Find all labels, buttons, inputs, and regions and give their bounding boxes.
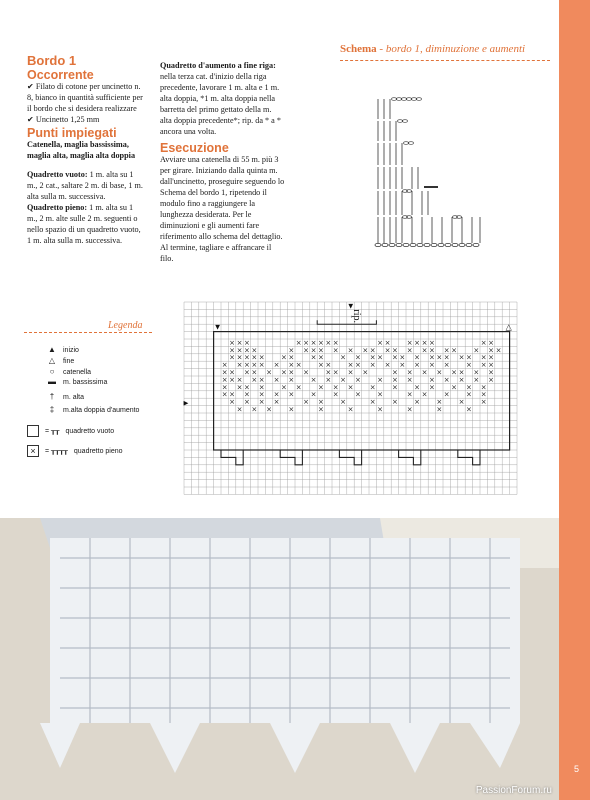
filled-cell: ×: [458, 368, 465, 377]
filled-cell: ×: [406, 375, 413, 384]
filled-cell: ×: [288, 375, 295, 384]
stitch-icon: †: [49, 392, 55, 401]
esecuzione-heading: Esecuzione: [160, 141, 229, 155]
filled-cell: ×: [399, 361, 406, 370]
filled-cell: ×: [414, 338, 421, 347]
filled-cell: ×: [243, 368, 250, 377]
filled-cell: ×: [243, 353, 250, 362]
filled-cell: ×: [406, 338, 413, 347]
filled-cell: ×: [303, 368, 310, 377]
filled-cell: ×: [251, 405, 258, 414]
filled-cell: ×: [488, 375, 495, 384]
filled-cell: ×: [229, 375, 236, 384]
filled-cell: ×: [229, 368, 236, 377]
filled-cell: ×: [332, 390, 339, 399]
filled-cell: ×: [273, 361, 280, 370]
filled-cell: ×: [251, 353, 258, 362]
filled-cell: ×: [340, 398, 347, 407]
filled-cell: ×: [480, 383, 487, 392]
filled-cell: ×: [266, 368, 273, 377]
filled-cell: ×: [258, 398, 265, 407]
legend-bassissima: ▬ m. bassissima: [41, 377, 107, 386]
filled-cell: ×: [473, 375, 480, 384]
filled-cell: ×: [332, 368, 339, 377]
filled-cell: ×: [221, 375, 228, 384]
filled-cell: ×: [480, 353, 487, 362]
filled-cell: ×: [288, 405, 295, 414]
filled-cell: ×: [458, 398, 465, 407]
filled-cell: ×: [317, 353, 324, 362]
filled-cell: ×: [221, 368, 228, 377]
filled-cell: ×: [421, 390, 428, 399]
filled-cell: ×: [251, 361, 258, 370]
lace-photo-illustration: [0, 518, 559, 800]
filled-cell: ×: [243, 338, 250, 347]
filled-cell: ×: [377, 405, 384, 414]
filled-cell: ×: [347, 383, 354, 392]
filled-cell: ×: [229, 398, 236, 407]
filled-cell: ×: [377, 390, 384, 399]
filled-cell: ×: [436, 353, 443, 362]
filled-cell: ×: [488, 346, 495, 355]
filled-cell: ×: [236, 375, 243, 384]
filled-cell: ×: [347, 405, 354, 414]
filled-cell: ×: [428, 383, 435, 392]
filled-cell: ×: [243, 346, 250, 355]
row-arrow-icon: ►: [182, 398, 190, 408]
filled-cell: ×: [243, 398, 250, 407]
filled-cell: ×: [273, 398, 280, 407]
filled-cell: ×: [465, 383, 472, 392]
filled-cell: ×: [229, 346, 236, 355]
filled-cell: ×: [288, 390, 295, 399]
filled-cell: ×: [443, 361, 450, 370]
filled-cell: ×: [317, 361, 324, 370]
filled-cell: ×: [288, 368, 295, 377]
filled-cell: ×: [414, 361, 421, 370]
filled-cell: ×: [495, 346, 502, 355]
filled-cell: ×: [295, 383, 302, 392]
filled-cell: ×: [303, 398, 310, 407]
filled-cell: ×: [458, 375, 465, 384]
filled-cell: ×: [317, 346, 324, 355]
filled-cell: ×: [347, 346, 354, 355]
filled-cell: ×: [258, 390, 265, 399]
filled-cell: ×: [229, 338, 236, 347]
filled-cell: ×: [236, 405, 243, 414]
legend-divider: [24, 332, 152, 333]
detail-diagram: [372, 95, 492, 255]
filled-cell: ×: [391, 383, 398, 392]
filled-cell: ×: [325, 375, 332, 384]
occorrente-item-2: ✔ Uncinetto 1,25 mm: [27, 115, 100, 124]
filled-cell: ×: [421, 346, 428, 355]
filled-cell: ×: [258, 383, 265, 392]
legend-alta: † m. alta: [41, 392, 84, 401]
filled-cell: ×: [414, 353, 421, 362]
watermark: PassionForum.ru: [475, 785, 552, 796]
filled-cell: ×: [280, 353, 287, 362]
filled-cell: ×: [354, 390, 361, 399]
legend-pieno: × = ┰┰┰┰ quadretto pieno: [27, 445, 123, 457]
filled-cell: ×: [266, 405, 273, 414]
filled-cell: ×: [310, 353, 317, 362]
legend-vuoto: = ┰┰ quadretto vuoto: [27, 425, 114, 437]
filled-cell: ×: [443, 375, 450, 384]
filled-cell: ×: [451, 346, 458, 355]
repeat-label: rip.: [351, 309, 363, 324]
filled-cell: ×: [488, 361, 495, 370]
filled-cell: ×: [421, 368, 428, 377]
filled-cell: ×: [288, 361, 295, 370]
filled-cell: ×: [258, 353, 265, 362]
filled-cell: ×: [480, 398, 487, 407]
filled-cell: ×: [473, 346, 480, 355]
instructions-column: [160, 60, 285, 264]
filled-cell: ×: [391, 353, 398, 362]
side-color-bar: [559, 0, 590, 800]
schema-divider: [340, 60, 550, 61]
double-stitch-icon: ‡: [49, 405, 55, 414]
filet-grid-chart: [180, 298, 525, 498]
filled-cell: ×: [236, 383, 243, 392]
filled-cell: ×: [488, 368, 495, 377]
filled-cell: ×: [362, 346, 369, 355]
filled-cell: ×: [384, 361, 391, 370]
filled-cell: ×: [273, 390, 280, 399]
filled-cell: ×: [236, 346, 243, 355]
filled-cell: ×: [236, 361, 243, 370]
filled-cell: ×: [325, 338, 332, 347]
end-marker-icon: △: [505, 322, 512, 332]
filled-cell: ×: [258, 361, 265, 370]
filled-cell: ×: [465, 390, 472, 399]
esecuzione-end-text: Al termine, tagliare e affrancare il filo.: [160, 243, 272, 263]
chain-icon: ○: [49, 367, 55, 376]
quadretto-vuoto-text: Quadretto vuoto: 1 m. alta su 1 m., 2 cat., saltare 2 m. di base, 1 m. alta sulla m. successiva.: [27, 170, 143, 201]
filled-cell: ×: [458, 353, 465, 362]
filled-cell: ×: [436, 405, 443, 414]
filled-cell: ×: [428, 361, 435, 370]
filled-cell: ×: [406, 405, 413, 414]
filled-cell: ×: [488, 338, 495, 347]
filled-cell: ×: [310, 375, 317, 384]
filled-cell: ×: [391, 368, 398, 377]
filled-cell: ×: [451, 383, 458, 392]
filled-cell: ×: [354, 353, 361, 362]
filled-cell: ×: [303, 346, 310, 355]
filled-cell: ×: [428, 338, 435, 347]
filled-cell: ×: [317, 383, 324, 392]
filled-cell: ×: [332, 346, 339, 355]
filled-cell: ×: [377, 353, 384, 362]
top-arrow-icon: ▼: [346, 301, 355, 311]
filled-cell: ×: [465, 353, 472, 362]
filled-cell: ×: [384, 338, 391, 347]
filled-cell: ×: [340, 375, 347, 384]
filled-cell: ×: [480, 338, 487, 347]
filled-cell: ×: [295, 338, 302, 347]
legend-catenella: ○ catenella: [41, 367, 91, 376]
filled-cell: ×: [465, 361, 472, 370]
legend-fine: △ fine: [41, 356, 74, 365]
filled-cell: ×: [332, 383, 339, 392]
filled-cell: ×: [451, 368, 458, 377]
schema-title: Schema - bordo 1, diminuzione e aumenti: [340, 43, 526, 55]
filled-cell: ×: [229, 390, 236, 399]
filled-cell: ×: [443, 346, 450, 355]
filled-cell: ×: [310, 338, 317, 347]
occorrente-heading: Occorrente: [27, 68, 94, 82]
legend-title: Legenda: [108, 320, 143, 331]
legend-alta-doppia: ‡ m.alta doppia d'aumento: [41, 405, 139, 414]
materials-column: [27, 55, 145, 246]
page-title: Bordo 1: [27, 53, 77, 68]
filled-cell: ×: [369, 353, 376, 362]
punti-text: Catenella, maglia bassissima, maglia alta, maglia alta doppia: [27, 140, 136, 160]
filled-cell: ×: [317, 405, 324, 414]
filled-cell: ×: [236, 338, 243, 347]
filled-cell: ×: [465, 405, 472, 414]
filled-cell: ×: [303, 338, 310, 347]
filled-cell: ×: [428, 346, 435, 355]
filled-cell: ×: [273, 375, 280, 384]
filled-cell: ×: [488, 353, 495, 362]
filled-cell: ×: [443, 353, 450, 362]
filled-cell: ×: [406, 346, 413, 355]
filled-cell: ×: [221, 361, 228, 370]
filled-cell: ×: [406, 390, 413, 399]
esecuzione-text: Avviare una catenella di 55 m. più 3 per girare. Iniziando dalla quinta m. dall'uncinetto, proseguire seguendo lo Schema del bordo 1, ripetendo il modulo fino a raggiungere la lunghezza desiderata. Per le diminuzioni e gli aumenti fare riferimento allo schema del dettaglio.: [160, 155, 285, 241]
filled-cell: ×: [251, 346, 258, 355]
occorrente-item-1: ✔ Filato di cotone per uncinetto n. 8, bianco in quantità sufficiente per il bordo che si desidera realizzare: [27, 82, 143, 113]
quadretto-pieno-text: Quadretto pieno: 1 m. alta su 1 m., 2 m. alte sulle 2 m. seguenti o nello spazio di un quadretto vuoto, 1 m. alta sulla m. successiva.: [27, 203, 141, 245]
filled-cell: ×: [473, 368, 480, 377]
quadretto-aumento-text: Quadretto d'aumento a fine riga: nella terza cat. d'inizio della riga precedente, lavorare 1 m. alta e 1 m. alta doppia, *1 m. alta doppia nella barretta del primo gettato della m. alta doppia precedente*; rip. da * a * ancora una volta.: [160, 61, 281, 136]
filled-cell: ×: [399, 353, 406, 362]
filled-cell: ×: [354, 375, 361, 384]
filled-cell: ×: [421, 338, 428, 347]
filled-cell: ×: [288, 353, 295, 362]
triangle-outline-icon: △: [48, 356, 56, 365]
filled-cell: ×: [384, 346, 391, 355]
filled-cell: ×: [332, 338, 339, 347]
start-marker-icon: ▼: [213, 322, 222, 332]
filled-cell: ×: [325, 361, 332, 370]
filled-cell: ×: [288, 346, 295, 355]
filled-cell: ×: [340, 353, 347, 362]
dash-icon: ▬: [48, 377, 56, 386]
filled-cell: ×: [295, 361, 302, 370]
legend-inizio: ▲ inizio: [41, 345, 79, 354]
filled-cell: ×: [391, 346, 398, 355]
lace-photo: [0, 518, 559, 800]
filled-cell: ×: [436, 368, 443, 377]
filled-cell: ×: [221, 390, 228, 399]
punti-heading: Punti impiegati: [27, 126, 117, 140]
filled-cell: ×: [280, 383, 287, 392]
filled-cell: ×: [377, 375, 384, 384]
filled-cell: ×: [377, 338, 384, 347]
filled-cell: ×: [347, 368, 354, 377]
filled-cell: ×: [443, 390, 450, 399]
empty-square-icon: [27, 425, 39, 437]
filled-cell: ×: [251, 368, 258, 377]
filled-cell: ×: [369, 346, 376, 355]
filled-cell: ×: [354, 361, 361, 370]
filled-cell: ×: [369, 398, 376, 407]
chain-row: [375, 243, 479, 246]
filled-cell: ×: [391, 375, 398, 384]
filled-cell: ×: [243, 383, 250, 392]
filled-cell: ×: [362, 368, 369, 377]
arrow-up-icon: ▲: [48, 345, 56, 354]
filled-cell: ×: [317, 338, 324, 347]
filled-cell: ×: [436, 398, 443, 407]
filled-cell: ×: [480, 361, 487, 370]
filled-cell: ×: [251, 375, 258, 384]
filled-cell: ×: [221, 383, 228, 392]
filled-cell: ×: [258, 375, 265, 384]
filled-cell: ×: [480, 390, 487, 399]
filled-cell: ×: [391, 398, 398, 407]
page-number: 5: [573, 764, 579, 774]
filled-cell: ×: [236, 353, 243, 362]
filled-cell: ×: [414, 398, 421, 407]
filled-cell: ×: [428, 375, 435, 384]
filled-cell: ×: [325, 368, 332, 377]
filled-cell: ×: [243, 390, 250, 399]
filled-cell: ×: [280, 368, 287, 377]
filled-cell: ×: [243, 361, 250, 370]
filled-cell: ×: [369, 383, 376, 392]
filled-cell: ×: [310, 346, 317, 355]
filled-cell: ×: [406, 368, 413, 377]
filled-cell: ×: [229, 353, 236, 362]
filled-square-icon: ×: [27, 445, 39, 457]
filled-cell: ×: [369, 361, 376, 370]
filled-cell: ×: [317, 398, 324, 407]
filled-cell: ×: [414, 383, 421, 392]
filled-cell: ×: [428, 353, 435, 362]
filled-cell: ×: [310, 390, 317, 399]
filled-cell: ×: [347, 361, 354, 370]
